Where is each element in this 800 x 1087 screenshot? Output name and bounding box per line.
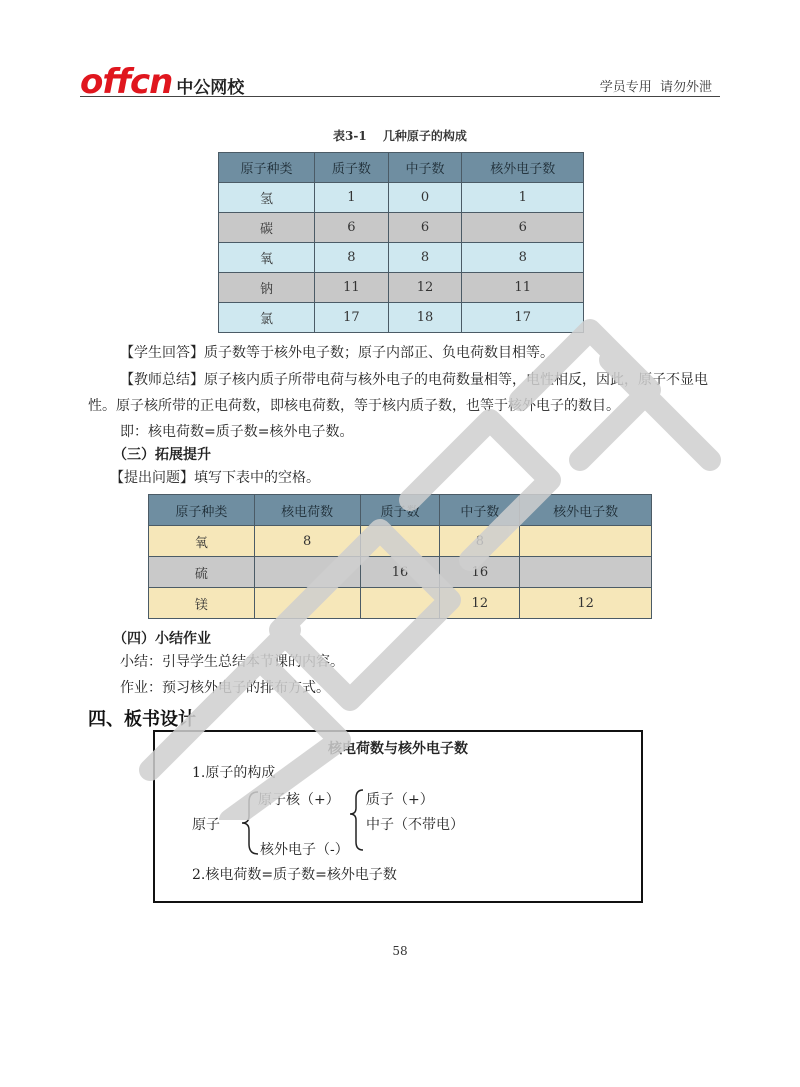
logo-wordmark: offcn — [80, 62, 173, 102]
electron-label: 核外电子（-） — [260, 842, 349, 858]
fill-in-table — [148, 494, 652, 619]
header-divider — [80, 96, 720, 97]
table-cell: 8 — [254, 526, 360, 557]
table-cell — [254, 557, 360, 588]
board-design-heading: 四、板书设计 — [88, 709, 196, 730]
table1-caption — [0, 127, 800, 144]
table-cell: 18 — [388, 303, 462, 333]
table-cell: 氢 — [219, 183, 315, 213]
table-cell: 11 — [462, 273, 584, 303]
teacher-summary-line1: 【教师总结】原子核内质子所带电荷与核外电子的电荷数量相等，电性相反，因此，原子不显电 — [120, 372, 708, 388]
table-cell: 0 — [388, 183, 462, 213]
table-row — [219, 243, 584, 273]
table-cell: 6 — [388, 213, 462, 243]
section4-title: （四）小结作业 — [113, 631, 211, 647]
table-cell: 8 — [440, 526, 520, 557]
table-row — [149, 588, 652, 619]
table1-caption-title: 几种原子的构成 — [382, 129, 467, 143]
table-row — [149, 526, 652, 557]
column-header: 原子种类 — [149, 495, 255, 526]
formula-line: 即：核电荷数=质子数=核外电子数。 — [120, 424, 354, 440]
board-item1: 1.原子的构成 — [192, 765, 276, 781]
table-cell: 碳 — [219, 213, 315, 243]
page-number: 58 — [392, 944, 408, 958]
nucleus-label: 原子核（+） — [258, 792, 340, 808]
table-cell: 11 — [315, 273, 389, 303]
column-header: 质子数 — [360, 495, 440, 526]
atom-label: 原子 — [192, 817, 220, 833]
table-cell: 6 — [462, 213, 584, 243]
board-title: 核电荷数与核外电子数 — [328, 741, 468, 757]
table-cell: 氯 — [219, 303, 315, 333]
header-tag: 学员专用 请勿外泄 — [599, 80, 712, 95]
table-cell: 硫 — [149, 557, 255, 588]
summary-line: 小结：引导学生总结本节课的内容。 — [120, 654, 344, 670]
table-cell: 6 — [315, 213, 389, 243]
table-cell: 17 — [462, 303, 584, 333]
table-cell: 8 — [462, 243, 584, 273]
table-cell — [520, 557, 652, 588]
logo-chinese-name: 中公网校 — [176, 78, 245, 98]
brace-graphics — [155, 732, 645, 905]
atom-composition-table — [218, 152, 584, 333]
board-item2: 2.核电荷数=质子数=核外电子数 — [192, 867, 397, 883]
outer-left-brace — [242, 792, 258, 854]
neutron-label: 中子（不带电） — [366, 817, 464, 833]
column-header: 原子种类 — [219, 153, 315, 183]
table-row — [219, 273, 584, 303]
table-header-row — [149, 495, 652, 526]
table-header-row — [219, 153, 584, 183]
column-header: 中子数 — [388, 153, 462, 183]
table-cell: 17 — [315, 303, 389, 333]
column-header: 中子数 — [440, 495, 520, 526]
table-cell: 8 — [388, 243, 462, 273]
board-design-box — [153, 730, 643, 903]
column-header: 核外电子数 — [520, 495, 652, 526]
column-header: 核外电子数 — [462, 153, 584, 183]
question-line: 【提出问题】填写下表中的空格。 — [110, 470, 320, 486]
table-cell: 氧 — [219, 243, 315, 273]
table-cell: 12 — [388, 273, 462, 303]
table-cell: 12 — [520, 588, 652, 619]
table-cell: 8 — [315, 243, 389, 273]
proton-label: 质子（+） — [366, 792, 434, 808]
table-cell: 12 — [440, 588, 520, 619]
table-row — [219, 183, 584, 213]
table-cell: 1 — [462, 183, 584, 213]
table-cell — [360, 588, 440, 619]
homework-line: 作业：预习核外电子的排布方式。 — [120, 680, 330, 696]
table-row — [219, 303, 584, 333]
table-cell — [360, 526, 440, 557]
table-cell: 1 — [315, 183, 389, 213]
student-answer: 【学生回答】质子数等于核外电子数；原子内部正、负电荷数目相等。 — [120, 345, 554, 361]
table-cell: 16 — [440, 557, 520, 588]
column-header: 核电荷数 — [254, 495, 360, 526]
column-header: 质子数 — [315, 153, 389, 183]
inner-left-brace — [350, 790, 363, 850]
table-cell — [520, 526, 652, 557]
table-cell: 16 — [360, 557, 440, 588]
teacher-summary-line2: 性。原子核所带的正电荷数，即核电荷数，等于核内质子数，也等于核外电子的数目。 — [88, 398, 620, 414]
table-row — [219, 213, 584, 243]
table1-caption-number: 表3-1 — [333, 129, 367, 143]
table-cell: 镁 — [149, 588, 255, 619]
table-cell: 钠 — [219, 273, 315, 303]
table-row — [149, 557, 652, 588]
section3-title: （三）拓展提升 — [113, 447, 211, 463]
table-cell — [254, 588, 360, 619]
table-cell: 氧 — [149, 526, 255, 557]
offcn-logo — [80, 62, 245, 102]
